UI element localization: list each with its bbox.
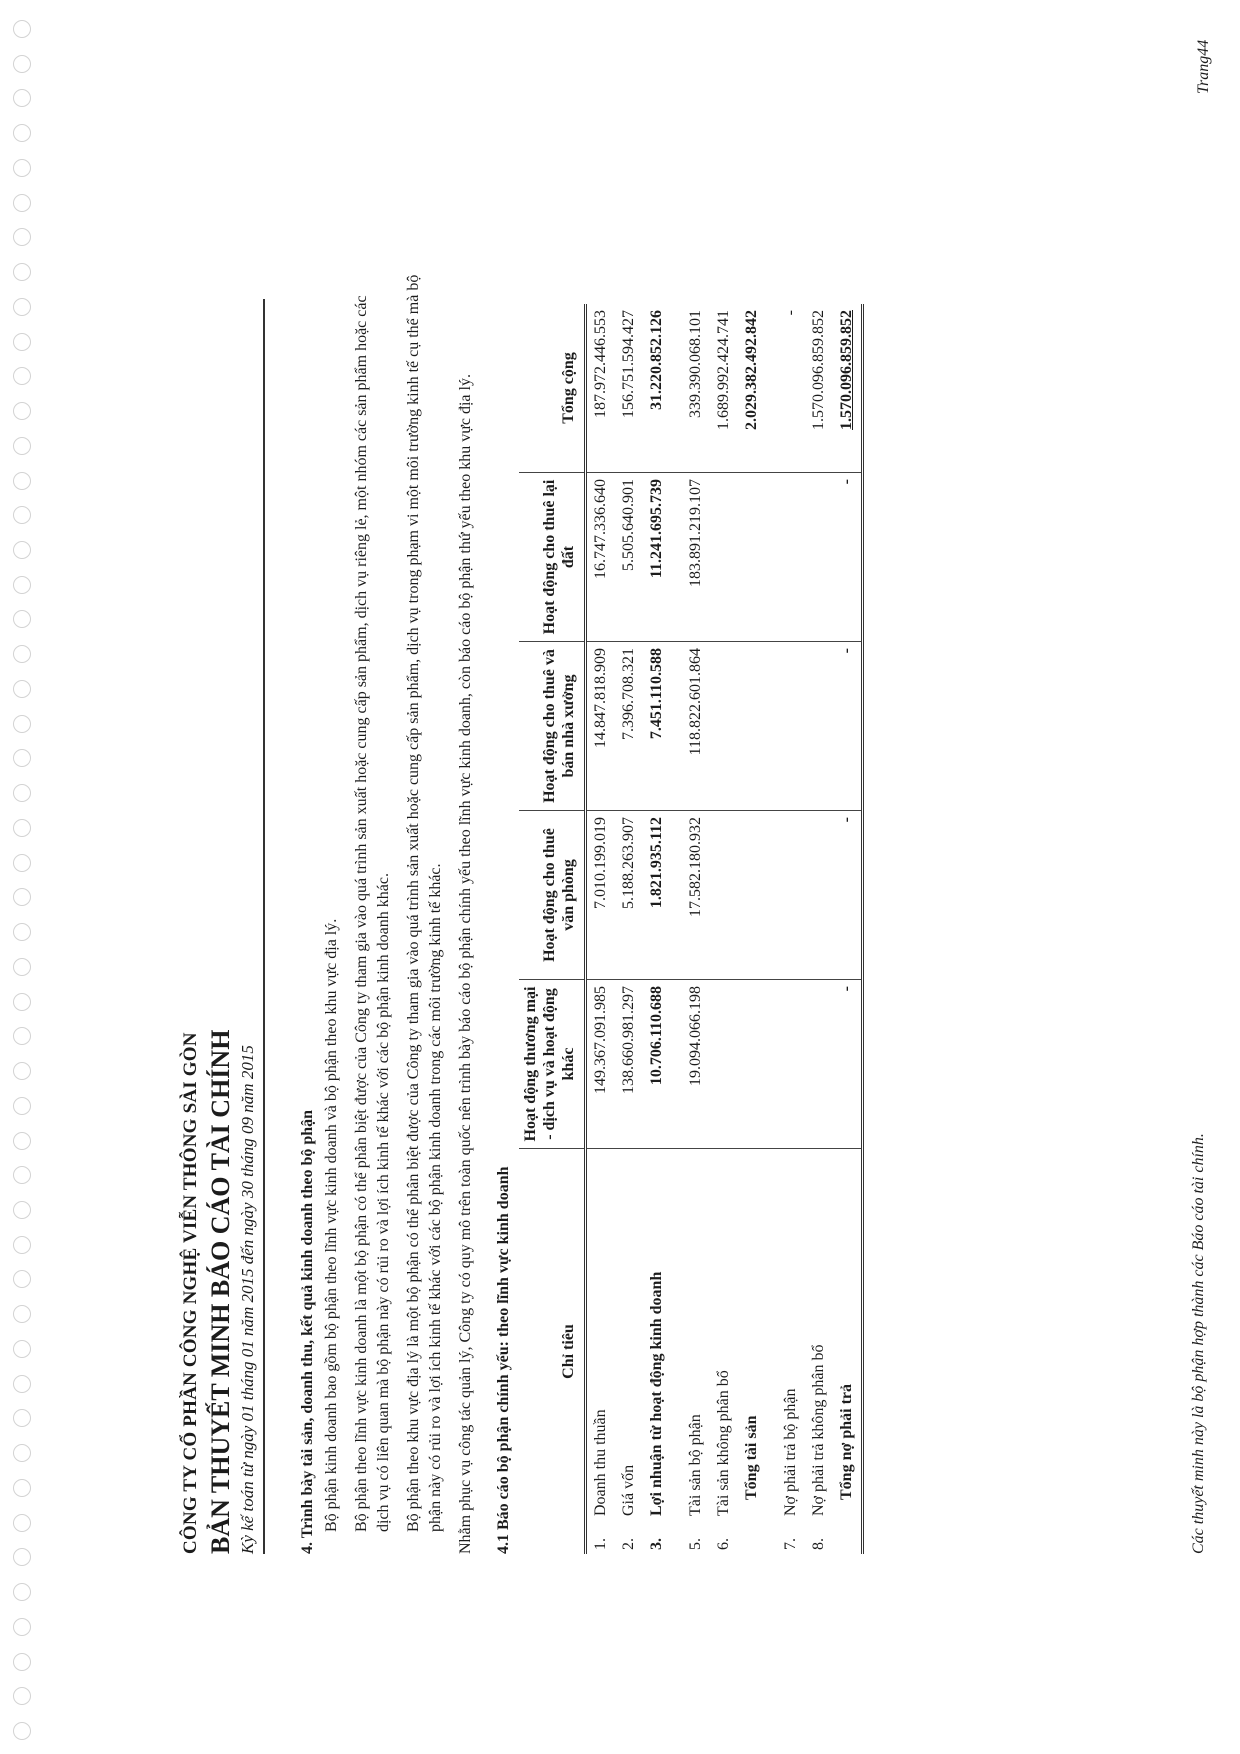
cell-total: 156.751.594.427 [615,304,643,473]
cell-value: 5.505.640.901 [615,473,643,642]
cell-value [766,980,805,1149]
section-4-1-heading: 4.1 Báo cáo bộ phận chính yếu: theo lĩnh vực kinh doanh [495,1166,512,1554]
row-label: Lợi nhuận từ hoạt động kinh doanh [648,1271,665,1516]
table-row [615,304,643,1554]
row-number [833,1522,863,1554]
cell-value: 7.451.110.588 [643,642,671,811]
cell-value: 7.396.708.321 [615,642,643,811]
page-content [180,274,864,1554]
cell-value [710,642,738,811]
cell-value [805,980,833,1149]
row-label: Tổng nợ phải trả [833,1149,863,1523]
reporting-period: Kỳ kế toán từ ngày 01 tháng 01 năm 2015 đến ngày 30 tháng 09 năm 2015 [238,299,265,1554]
row-number: 3. [648,1538,665,1550]
section-4-paragraph-1: Bộ phận kinh doanh bao gồm bộ phận theo lĩnh vực kinh doanh và bộ phận theo khu vực địa lý. [323,918,340,1532]
row-label: Nợ phải trả không phân bổ [810,1344,827,1516]
cell-value [766,473,805,642]
row-label: Tài sản không phân bổ [715,1370,732,1516]
row-label: Giá vốn [620,1464,637,1516]
table-row [738,304,766,1554]
cell-total: 1.570.096.859.852 [805,304,833,473]
column-header-total: Tổng cộng [519,304,586,473]
row-label: Tổng tài sản [743,1415,760,1500]
column-header-office-rental: Hoạt động cho thuê văn phòng [519,811,586,980]
column-header-factory-rental-sale: Hoạt động cho thuê và bán nhà xưởng [519,642,586,811]
row-number: 6. [715,1538,732,1550]
cell-total: 31.220.852.126 [643,304,671,473]
row-label: Tài sản bộ phận [687,1414,704,1516]
cell-value: 5.188.263.907 [615,811,643,980]
cell-value: 19.094.066.198 [671,980,710,1149]
cell-value: 118.822.601.864 [671,642,710,811]
section-4-paragraph-2: Bộ phận theo lĩnh vực kinh doanh là một bộ phận có thể phân biệt được của Công ty tham gia vào quá trình sản xuất hoặc cung cấp sản phẩm, dịch vụ riêng lẻ, một nhóm các sản phẩm hoặc các dịch vụ có liên quan mà bộ phận này có rủi ro và lợi ích kinh tế khác với các bộ phận kinh doanh khác. [353,295,392,1532]
cell-value [710,811,738,980]
section-4-heading: 4. Trình bày tài sản, doanh thu, kết quả kinh doanh theo bộ phận [299,1109,316,1554]
cell-value: 7.010.199.019 [586,811,616,980]
cell-value [738,642,766,811]
cell-value: - [833,811,863,980]
cell-value: - [833,642,863,811]
cell-value: 183.891.219.107 [671,473,710,642]
cell-value [805,473,833,642]
cell-value [738,473,766,642]
column-header-land-sublease: Hoạt động cho thuê lại đất [519,473,586,642]
table-row [710,304,738,1554]
cell-total: 1.689.992.424.741 [710,304,738,473]
row-number: 8. [810,1538,827,1550]
cell-value: 14.847.818.909 [586,642,616,811]
row-number: 1. [592,1538,609,1550]
section-4-paragraph-3: Bộ phận theo khu vực địa lý là một bộ phận có thể phân biệt được của Công ty tham gia vào quá trình sản xuất hoặc cung cấp sản phẩm, dịch vụ trong phạm vi một môi trường kinh tế cụ thể mà bộ phận này có rủi ro và lợi ích kinh tế khác với các bộ phận kinh doanh trong các môi trường kinh tế khác. [405,274,444,1532]
cell-value: 16.747.336.640 [586,473,616,642]
cell-total: 187.972.446.553 [586,304,616,473]
cell-value [710,473,738,642]
document-title: BẢN THUYẾT MINH BÁO CÁO TÀI CHÍNH [206,1029,235,1554]
cell-total: 1.570.096.859.852 [833,304,863,473]
cell-value: 10.706.110.688 [643,980,671,1149]
column-header-indicator: Chỉ tiêu [519,1149,586,1555]
row-number: 5. [687,1538,704,1550]
table-header-row [519,304,586,1554]
table-row [643,304,671,1554]
row-number [738,1522,766,1554]
cell-value [766,811,805,980]
cell-value: 1.821.935.112 [643,811,671,980]
table-row [671,304,710,1554]
cell-value [738,980,766,1149]
cell-value: 138.660.981.297 [615,980,643,1149]
table-row [586,304,616,1554]
row-number: 7. [782,1538,799,1550]
row-number: 2. [620,1538,637,1550]
cell-value [766,642,805,811]
cell-total: - [766,304,805,473]
cell-value [805,811,833,980]
cell-value [710,980,738,1149]
cell-total: 2.029.382.492.842 [738,304,766,473]
row-label: Doanh thu thuần [592,1409,609,1516]
company-name: CÔNG TY CỔ PHẦN CÔNG NGHỆ VIỄN THÔNG SÀI GÒN [180,1032,201,1554]
page-number: Trang44 [1195,39,1212,94]
cell-value: 17.582.180.932 [671,811,710,980]
cell-value: 149.367.091.985 [586,980,616,1149]
section-4-paragraph-4: Nhằm phục vụ công tác quản lý, Công ty có quy mô trên toàn quốc nên trình bày báo cáo bộ phận chính yếu theo lĩnh vực kinh doanh, còn báo cáo bộ phận thứ yếu theo khu vực địa lý. [457,374,474,1554]
segment-report-table [519,304,864,1554]
cell-value: - [833,473,863,642]
row-label: Nợ phải trả bộ phận [782,1388,799,1516]
footer-note: Các thuyết minh này là bộ phận hợp thành các Báo cáo tài chính. [1190,1133,1207,1554]
column-header-trade-services: Hoạt động thương mại - dịch vụ và hoạt động khác [519,980,586,1149]
cell-value: 11.241.695.739 [643,473,671,642]
table-row [805,304,833,1554]
cell-value [738,811,766,980]
cell-value [805,642,833,811]
cell-total: 339.390.068.101 [671,304,710,473]
cell-value: - [833,980,863,1149]
table-row [766,304,805,1554]
table-row [833,304,863,1554]
